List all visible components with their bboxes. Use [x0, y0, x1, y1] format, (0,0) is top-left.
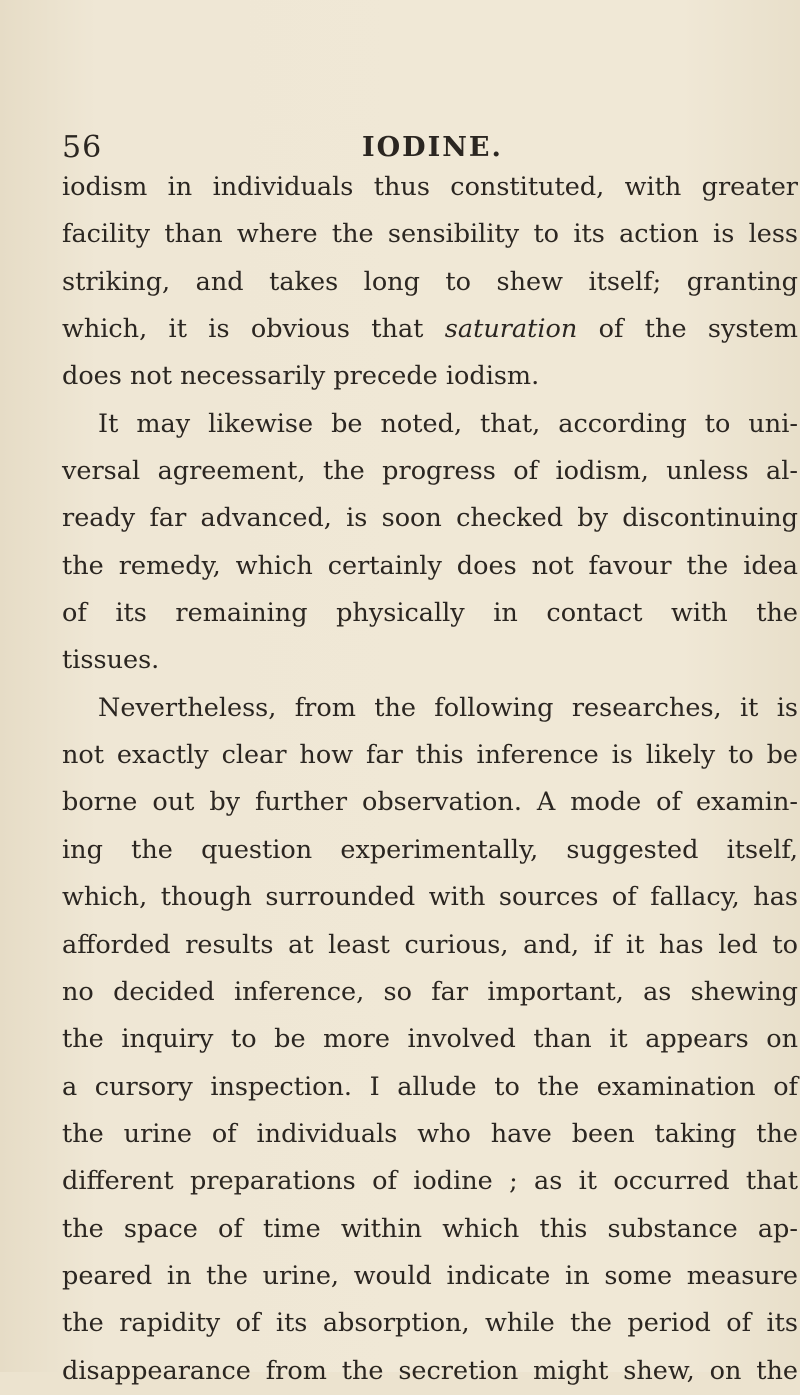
- text-line: of its remaining physically in contact with the: [62, 598, 798, 629]
- text-line: not exactly clear how far this inference is likely to be: [62, 740, 798, 771]
- text-line: striking, and takes long to shew itself; granting: [62, 266, 798, 297]
- text-line: [62, 306, 798, 353]
- text-line: the inquiry to be more involved than it appears on: [62, 1024, 798, 1055]
- text-line: the urine of individuals who have been taking the: [62, 1118, 798, 1149]
- text-line: borne out by further observation. A mode of examin-: [62, 787, 798, 818]
- paragraph-start-line: Nevertheless, from the following researches, it is: [98, 692, 798, 723]
- text-line: does not necessarily precede iodism.: [62, 361, 540, 392]
- text-line: the space of time within which this substance ap-: [62, 1213, 798, 1244]
- text-line: peared in the urine, would indicate in some measure: [62, 1260, 798, 1291]
- text-line: ready far advanced, is soon checked by discontinuing: [62, 503, 798, 534]
- text-line: facility than where the sensibility to its action is less: [62, 219, 798, 250]
- text-line: which, though surrounded with sources of fallacy, has: [62, 882, 798, 913]
- italic-term: saturation: [444, 314, 578, 345]
- text-line: tissues.: [62, 645, 160, 676]
- text-line: ing the question experimentally, suggested itself,: [62, 834, 798, 865]
- text-line: the remedy, which certainly does not favour the idea: [62, 550, 798, 581]
- text-span: of the system: [598, 314, 798, 345]
- running-head: IODINE.: [362, 132, 503, 163]
- page-number: 56: [62, 130, 103, 165]
- text-line: no decided inference, so far important, as shewing: [62, 976, 798, 1007]
- text-line: iodism in individuals thus constituted, with greater: [62, 172, 798, 202]
- text-line: different preparations of iodine ; as it occurred that: [62, 1166, 798, 1197]
- text-line: versal agreement, the progress of iodism, unless al-: [62, 456, 798, 487]
- body-text: [62, 164, 798, 1395]
- text-line: a cursory inspection. I allude to the examination of: [62, 1071, 798, 1102]
- text-span: which, it is obvious that: [62, 314, 424, 345]
- paragraph-start-line: It may likewise be noted, that, according to uni-: [98, 408, 798, 439]
- text-line: the rapidity of its absorption, while the period of its: [62, 1308, 798, 1339]
- text-line: afforded results at least curious, and, if it has led to: [62, 929, 798, 960]
- text-line: disappearance from the secretion might shew, on the: [62, 1355, 798, 1386]
- page-header: [62, 128, 742, 168]
